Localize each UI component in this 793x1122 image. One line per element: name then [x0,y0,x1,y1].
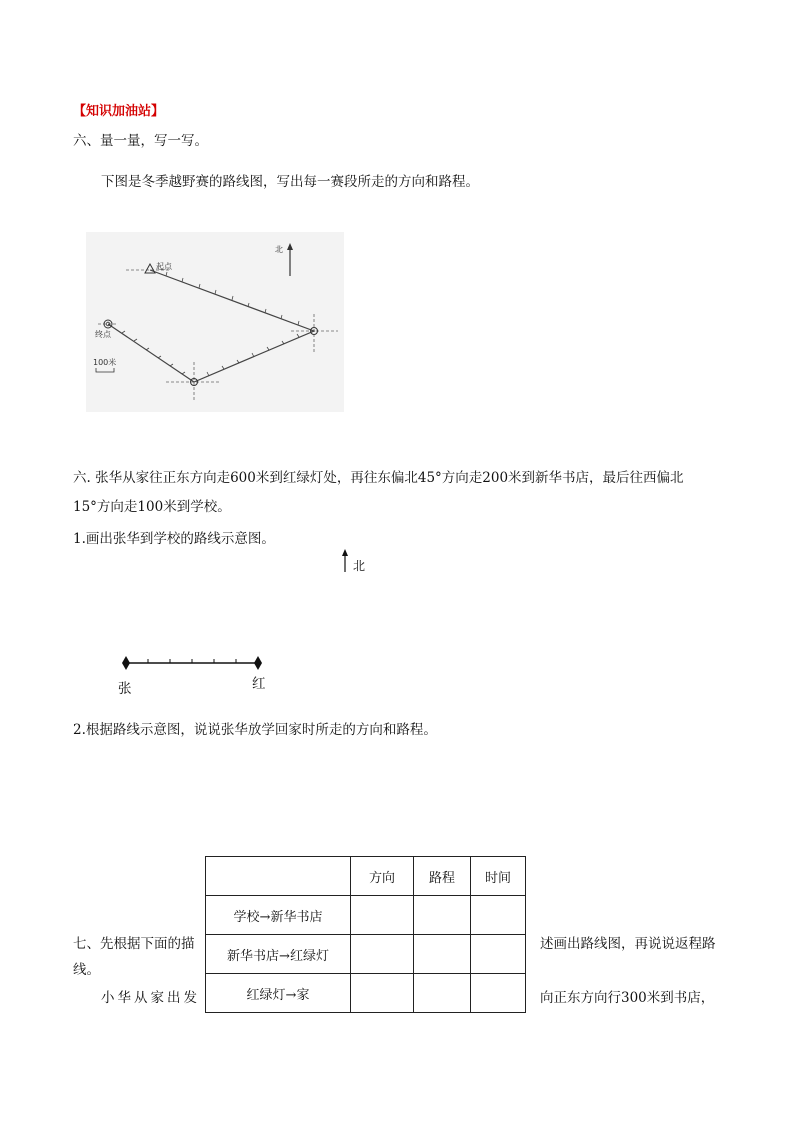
table-row [206,896,526,935]
question-7-right3: 向正东方向行300米到书店， [540,990,715,1006]
table-cell [471,935,526,974]
route-table [205,856,526,1013]
table-cell [414,896,471,935]
question-7-left2: 线。 [73,962,100,978]
question-6a-intro: 下图是冬季越野赛的路线图，写出每一赛段所走的方向和路程。 [101,174,479,190]
question-6b-line1: 六. 张华从家往正东方向走600米到红绿灯处，再往东偏北45°方向走200米到新华书店，最后往西偏北 [73,470,684,486]
table-cell [471,896,526,935]
question-6b-sub2: 2.根据路线示意图，说说张华放学回家时所走的方向和路程。 [73,722,437,738]
table-header-cell: 时间 [471,857,526,896]
light-point-marker [254,656,262,670]
route-line [108,270,314,382]
race-route-map [86,232,344,412]
table-cell [414,974,471,1013]
route-scale-line [118,654,268,674]
north-label: 北 [353,559,366,573]
question-7-left1: 七、先根据下面的描 [73,936,195,952]
table-cell [471,974,526,1013]
scale-bar [96,368,114,372]
map-end-label: 终点 [95,330,111,339]
race-route-svg [86,232,344,412]
home-label: 张 [118,681,132,697]
question-6b-line2: 15°方向走100米到学校。 [73,499,231,515]
north-arrow-icon [340,548,350,572]
map-north-label: 北 [275,245,283,254]
table-cell: 红绿灯→家 [206,974,351,1013]
question-6a-title: 六、量一量，写一写。 [73,133,208,149]
table-cell [351,974,414,1013]
home-point-marker [122,656,130,670]
map-scale-label: 100米 [93,358,117,367]
table-header-row [206,857,526,896]
north-arrow-icon [287,243,293,250]
section-header: 【知识加油站】 [73,104,165,119]
table-header-cell: 方向 [351,857,414,896]
table-cell: 新华书店→红绿灯 [206,935,351,974]
question-7-left3: 小华从家出发 [101,990,200,1006]
table-cell [351,896,414,935]
table-row [206,974,526,1013]
map-start-label: 起点 [156,262,172,271]
table-row [206,935,526,974]
traffic-light-label: 红 [252,676,266,692]
table-cell: 学校→新华书店 [206,896,351,935]
table-cell [351,935,414,974]
table-header-cell [206,857,351,896]
table-header-cell: 路程 [414,857,471,896]
question-6b-sub1: 1.画出张华到学校的路线示意图。 [73,531,275,547]
table-cell [414,935,471,974]
question-7-right1: 述画出路线图，再说说返程路 [540,936,716,952]
